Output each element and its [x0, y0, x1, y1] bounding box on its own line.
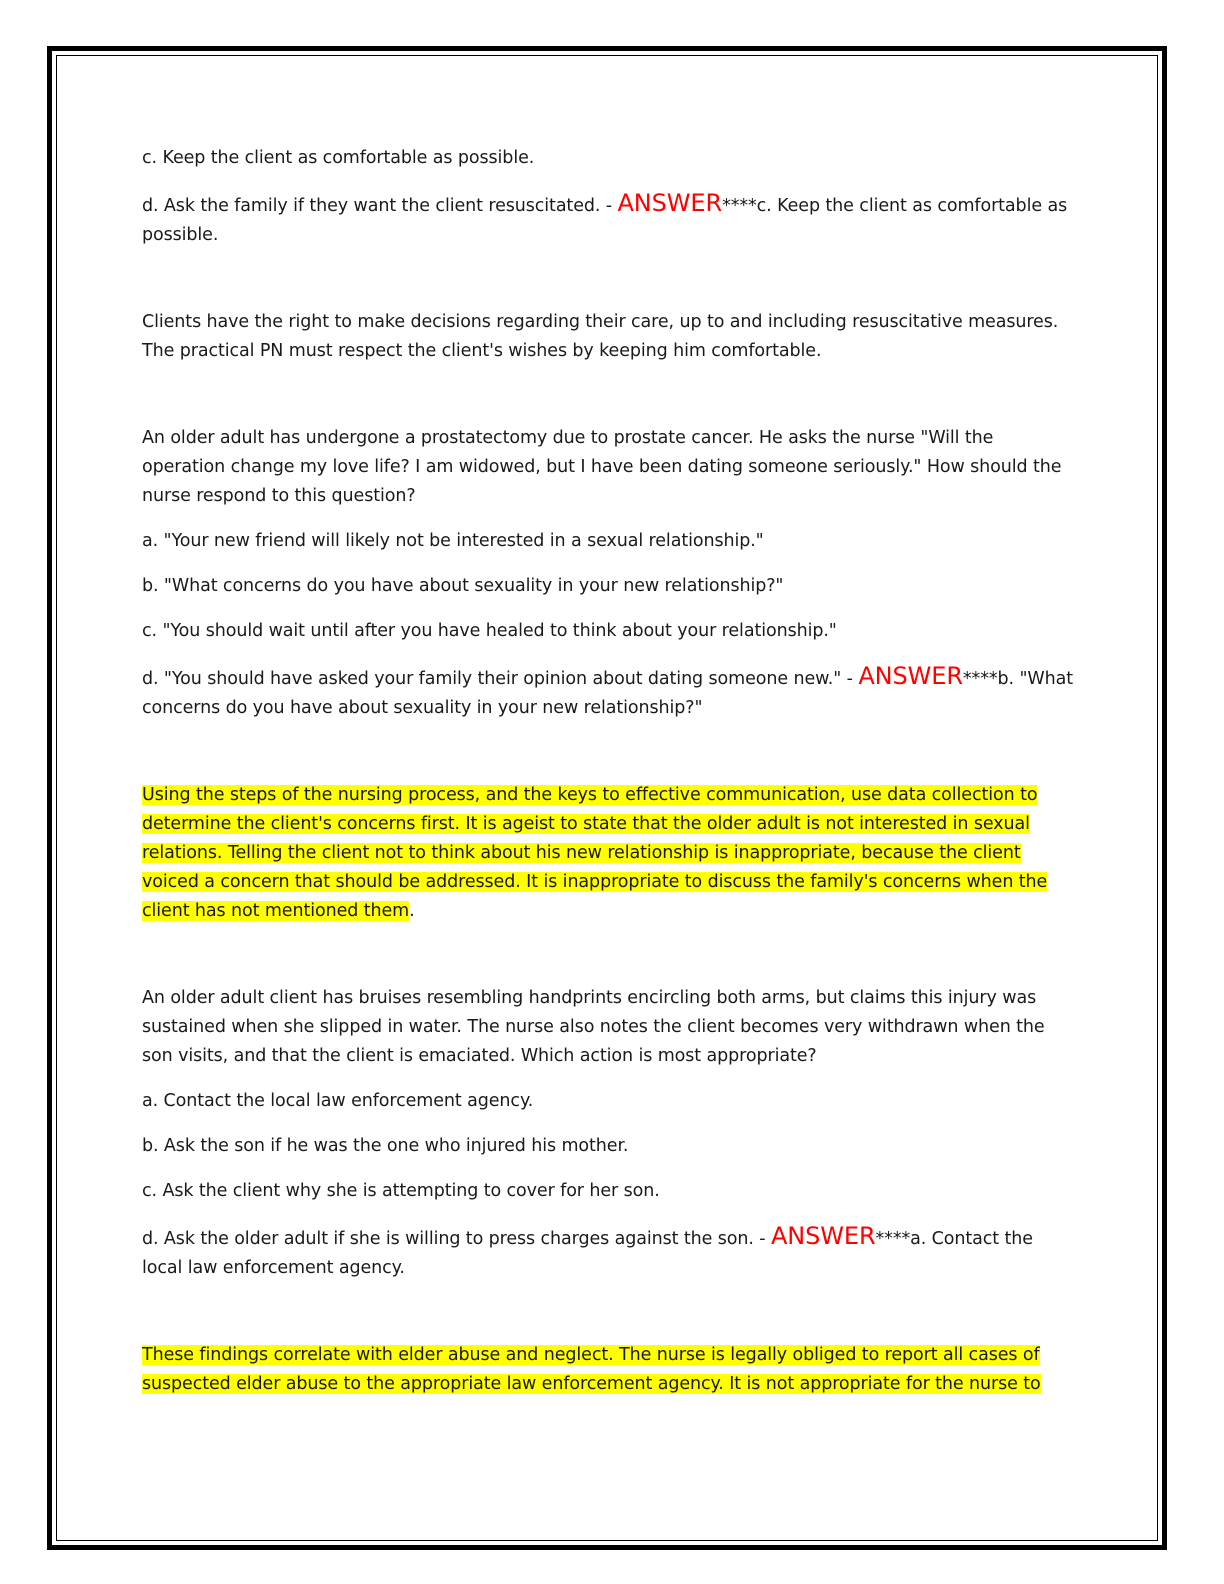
- q2-answer-label: ANSWER: [858, 662, 963, 690]
- q2-rationale-end: .: [409, 901, 415, 921]
- q2-rationale-paragraph: [142, 781, 1077, 926]
- q1-option-d: d. Ask the family if they want the client resuscitated. -: [142, 196, 618, 216]
- q3-rationale-paragraph: [142, 1341, 1077, 1399]
- q3-option-b: b. Ask the son if he was the one who injured his mother.: [142, 1136, 629, 1156]
- q3-answer-label: ANSWER: [770, 1222, 876, 1250]
- q2-option-d-with-answer: [142, 662, 1077, 723]
- q1-option-c: c. Keep the client as comfortable as possible.: [142, 148, 535, 168]
- q1-option-d-with-answer: [142, 189, 1077, 250]
- q2-stem: An older adult has undergone a prostatectomy due to prostate cancer. He asks the nurse "Will the operation change my love life? I am widowed, but I have been dating someone seriously." How should the nurse respond to this question?: [142, 428, 1062, 506]
- q2-rationale: Using the steps of the nursing process, and the keys to effective communication, use data collection to determine the client's concerns first. It is ageist to state that the older adult is not interested in sexual relations. Telling the client not to think about his new relationship is inappropriate, because the client voiced a concern that should be addressed. It is inappropriate to discuss the family's concerns when the client has not mentioned them: [142, 785, 1048, 921]
- q3-option-d: d. Ask the older adult if she is willing to press charges against the son. -: [142, 1229, 771, 1249]
- q3-option-a: a. Contact the local law enforcement agency.: [142, 1091, 534, 1111]
- q3-option-c: c. Ask the client why she is attempting to cover for her son.: [142, 1181, 660, 1201]
- document-body: [142, 140, 1077, 1399]
- q2-option-b: b. "What concerns do you have about sexuality in your new relationship?": [142, 576, 784, 596]
- q2-option-c: c. "You should wait until after you have healed to think about your relationship.": [142, 621, 837, 641]
- q1-answer-label: ANSWER: [617, 189, 723, 217]
- q2-option-d: d. "You should have asked your family their opinion about dating someone new." -: [142, 669, 859, 689]
- q3-rationale: These findings correlate with elder abuse and neglect. The nurse is legally obliged to report all cases of suspected elder abuse to the appropriate law enforcement agency. It is not appropriate for the nurse to: [142, 1345, 1041, 1394]
- q1-answer: ****c. Keep the client as comfortable as possible.: [142, 196, 1068, 245]
- q2-answer: ****b. "What concerns do you have about sexuality in your new relationship?": [142, 669, 1073, 718]
- q2-option-a: a. "Your new friend will likely not be interested in a sexual relationship.": [142, 531, 764, 551]
- q3-stem: An older adult client has bruises resembling handprints encircling both arms, but claims this injury was sustained when she slipped in water. The nurse also notes the client becomes very withdrawn when the son visits, and that the client is emaciated. Which action is most appropriate?: [142, 988, 1045, 1066]
- q3-answer: ****a. Contact the local law enforcement agency.: [142, 1229, 1033, 1278]
- q3-option-d-with-answer: [142, 1222, 1077, 1283]
- q1-rationale: Clients have the right to make decisions regarding their care, up to and including resuscitative measures. The practical PN must respect the client's wishes by keeping him comfortable.: [142, 312, 1059, 361]
